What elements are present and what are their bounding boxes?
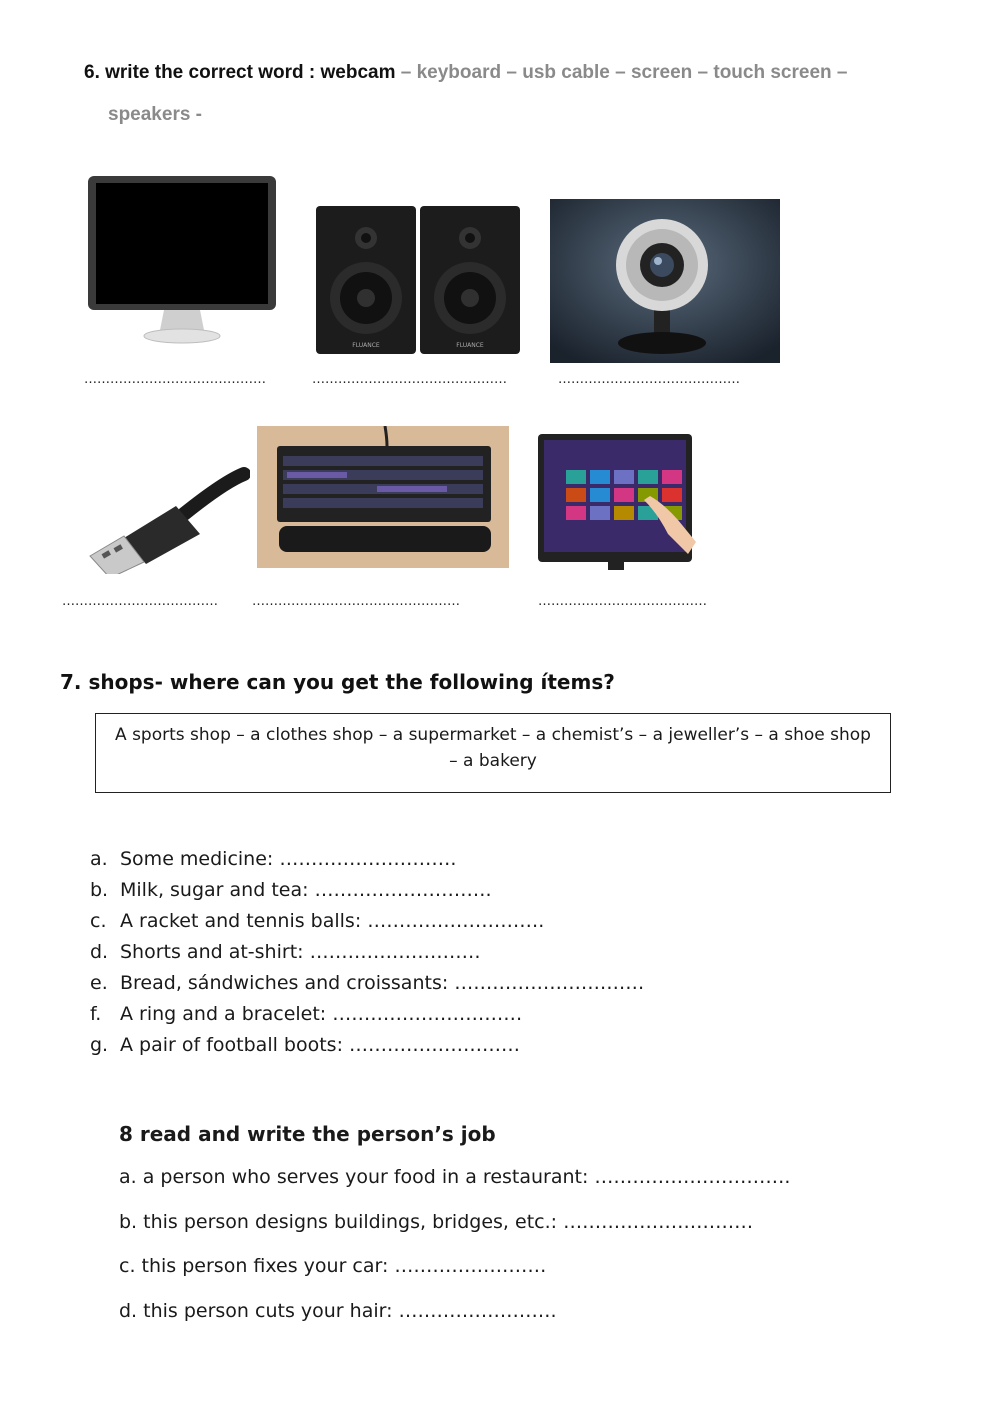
touch-screen-picture <box>538 434 696 572</box>
q6-title-bold: 6. write the correct word : webcam <box>84 62 396 83</box>
keyboard-picture <box>257 426 509 568</box>
item-text: Bread, sándwiches and croissants: ………………………… <box>120 972 645 994</box>
item-letter: f. <box>90 1003 102 1025</box>
item-text: Some medicine: ………………………. <box>120 848 457 870</box>
list-item[interactable] <box>90 1003 644 1034</box>
item-text: A pair of football boots: ……………………… <box>120 1034 521 1056</box>
item-text: A ring and a bracelet: ………………………… <box>120 1003 523 1025</box>
blank-webcam[interactable]: …………………………………… <box>558 372 740 387</box>
speakers-picture <box>312 202 524 358</box>
item-text: Shorts and at-shirt: ……………………… <box>120 941 481 963</box>
speaker-right-brand: FLUANCE <box>456 342 484 349</box>
item-letter: g. <box>90 1034 109 1056</box>
blank-monitor[interactable]: …………………………………… <box>84 372 266 387</box>
list-item[interactable]: d. this person cuts your hair: ……………………. <box>119 1299 557 1322</box>
list-item[interactable] <box>90 848 644 879</box>
usb-cable-picture <box>84 460 250 574</box>
item-letter: d. <box>90 941 109 963</box>
blank-speakers[interactable]: ……………………………………… <box>312 372 507 387</box>
item-letter: a. <box>90 848 108 870</box>
item-letter: b. <box>90 879 109 901</box>
list-item[interactable]: a. a person who serves your food in a restaurant: …………………………. <box>119 1166 791 1188</box>
list-item[interactable] <box>90 972 644 1003</box>
shops-word-box: A sports shop – a clothes shop – a supermarket – a chemist’s – a jeweller’s – a shoe shop – a bakery <box>95 713 891 793</box>
q6-title <box>84 62 847 84</box>
blank-usb-cable[interactable]: ……………………………… <box>62 594 218 609</box>
q6-title-line2: speakers - <box>108 104 203 125</box>
speaker-left-brand: FLUANCE <box>352 342 380 349</box>
item-letter: c. <box>90 910 107 932</box>
q7-title: 7. shops- where can you get the following ítems? <box>60 670 615 694</box>
item-letter: e. <box>90 972 108 994</box>
list-item[interactable] <box>90 879 644 910</box>
monitor-picture <box>86 174 278 346</box>
item-text: Milk, sugar and tea: ………………………. <box>120 879 492 901</box>
list-item[interactable]: b. this person designs buildings, bridges, etc.: ………………………… <box>119 1210 754 1233</box>
q7-item-list <box>90 848 644 1065</box>
item-text: A racket and tennis balls: ………………………. <box>120 910 545 932</box>
list-item[interactable] <box>90 941 644 972</box>
list-item[interactable]: c. this person fixes your car: …………………… <box>119 1255 547 1277</box>
blank-keyboard[interactable]: ………………………………………… <box>252 594 460 609</box>
list-item[interactable] <box>90 910 644 941</box>
q8-item-list <box>119 1166 790 1344</box>
blank-touch-screen[interactable]: ………………………………… <box>538 594 707 609</box>
list-item[interactable] <box>90 1034 644 1065</box>
webcam-picture <box>550 199 780 363</box>
q6-title-word-list: – keyboard – usb cable – screen – touch screen – <box>395 62 848 83</box>
q8-title: 8 read and write the person’s job <box>119 1122 496 1146</box>
